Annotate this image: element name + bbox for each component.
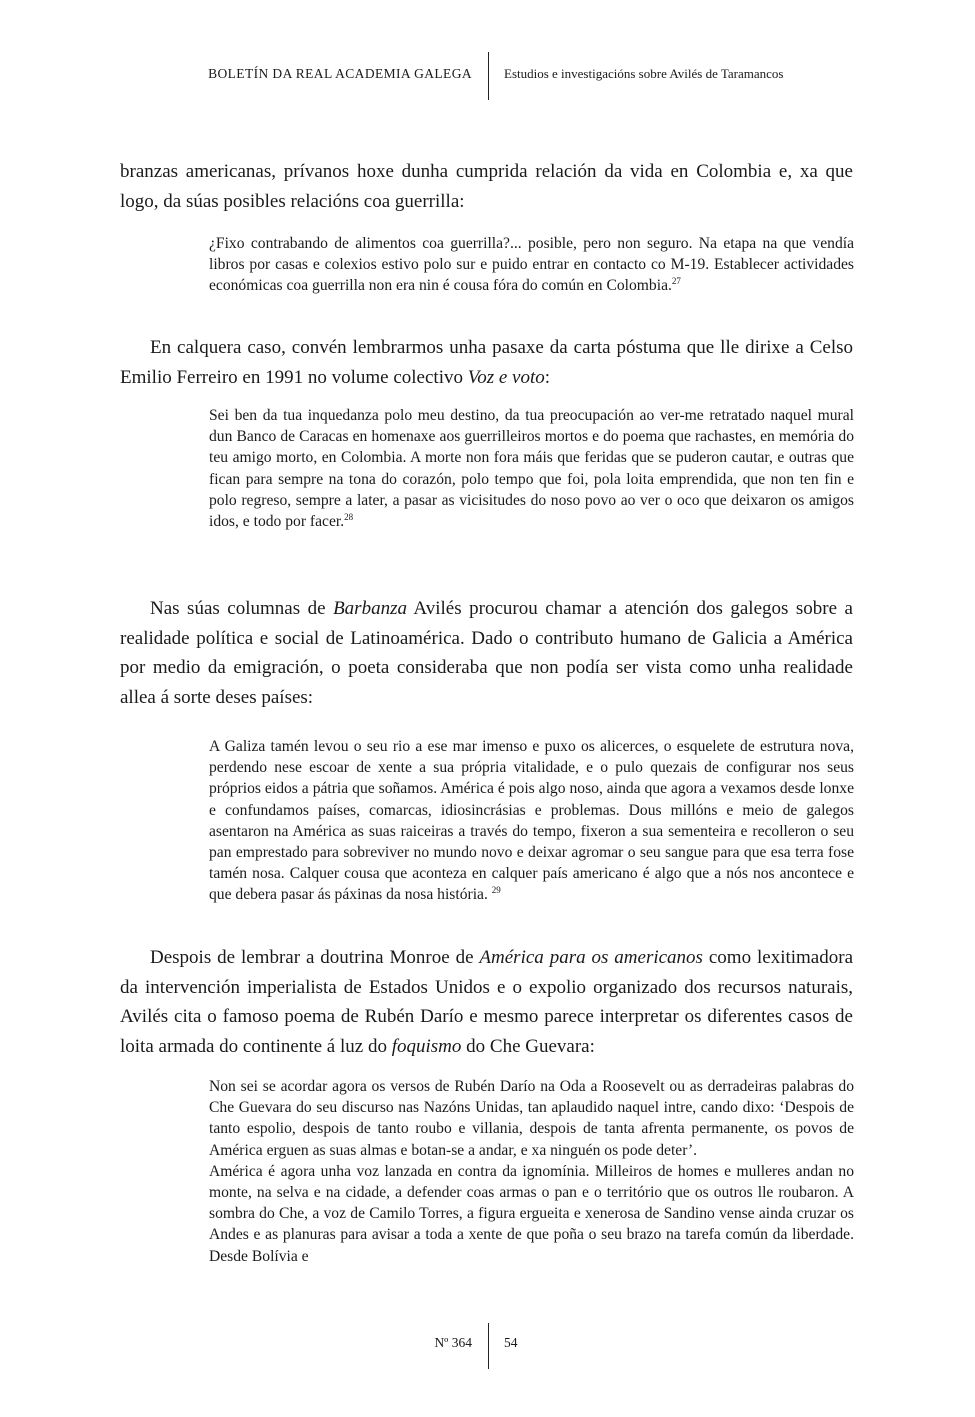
section-title: Estudios e investigacións sobre Avilés de Taramancos bbox=[504, 66, 784, 81]
block-quote-1-text: ¿Fixo contrabando de alimentos coa guerrilla?... posible, pero non seguro. Na etapa na que vendía libros por casas e colexios estivo polo sur e puido entrar en contacto co M-19. Establecer actividades económicas coa guerrilla non era nin é cousa fóra do común en Colombia. bbox=[209, 235, 854, 295]
book-title-voz-e-voto: Voz e voto bbox=[467, 366, 545, 388]
journal-title: BOLETÍN DA REAL ACADEMIA GALEGA bbox=[208, 66, 472, 81]
paragraph-4-text: Despois de lembrar a doutrina Monroe de bbox=[150, 947, 480, 968]
page-header bbox=[0, 52, 975, 100]
footnote-ref-27[interactable]: 27 bbox=[671, 276, 681, 287]
issue-number: Nº 364 bbox=[434, 1335, 472, 1350]
block-quote-3-text: A Galiza tamén levou o seu rio a ese mar imenso e puxo os alicerces, o esquelete de estrutura nova, perdendo nese escoar de xente a sua própria vitalidade, e o pulo quezais de configurar nos seus próprios eidos a pátria que soñamos. América é pois algo noso, ainda que agora a vexamos desde lonxe e confundamos países, comarcas, idiosincrásias e problemas. Dous millóns e meio de galegos asentaron na América as suas raiceiras a través do tempo, fixeron a sua sementeira e recolleron o seu pan emprestado para sobreviver no mundo novo e deixar agromar o seu sangue para que esa terra fose tamén nosa. Calquer cousa que aconteza en calquer país americano é algo que a nós nos ancontece e que debera pasar ás páxinas da nosa história. bbox=[209, 738, 854, 904]
block-quote-4-text-1: Non sei se acordar agora os versos de Rubén Darío na Oda a Roosevelt ou as derradeiras palabras do Che Guevara do seu discurso nas Nazóns Unidas, tan aplaudido naquel intre, cando dixo: ‘Despois de tanto espolio, despois de tanto roubo e villania, despois de tanta afrenta permanente, os povos de América erguen as suas almas e botan-se a andar, e xa ninguén os pode deter’. bbox=[209, 1078, 854, 1159]
footnote-ref-28[interactable]: 28 bbox=[344, 511, 354, 522]
doctrine-title: América para os americanos bbox=[479, 947, 703, 968]
page-number: 54 bbox=[504, 1335, 518, 1350]
block-quote-2-text: Sei ben da tua inquedanza polo meu destino, da tua preocupación ao ver-me retratado naquel mural dun Banco de Caracas en homenaxe aos guerrilleiros mortos e do poema que rachastes, en memória do teu amigo morto, en Colombia. A morte non fora máis que feridas que se puderon cautar, e outras que fican para sempre na tona do corazón, polo tempo que foi, pola loita emprendida, que non ten fin e polo regreso, sempre a later, a pasar as vicisitudes do noso povo ao ver o oco que deixaron os amigos idos, e todo por facer. bbox=[209, 407, 854, 531]
newspaper-title-barbanza: Barbanza bbox=[333, 598, 407, 619]
block-quote-4 bbox=[209, 1076, 854, 1267]
paragraph-3-text: Nas súas columnas de bbox=[150, 598, 334, 619]
header-divider bbox=[488, 52, 489, 100]
paragraph-3 bbox=[120, 594, 853, 712]
paragraph-2-text: En calquera caso, convén lembrarmos unha pasaxe da carta póstuma que lle dirixe a Celso Emilio Ferreiro en 1991 no volume colectivo bbox=[120, 337, 853, 388]
paragraph-2-tail: : bbox=[544, 366, 551, 388]
block-quote-2 bbox=[209, 405, 854, 532]
paragraph-4-middle: como lexitimadora da intervención imperialista de Estados Unidos e o expolio organizado dos recursos naturais, Avilés cita o famoso poema de Rubén Darío e mesmo parece interpretar os diferentes casos de loita armada do continente á luz do bbox=[120, 947, 853, 1057]
footer-divider bbox=[488, 1323, 489, 1369]
paragraph-4 bbox=[120, 943, 853, 1061]
term-foquismo: foquismo bbox=[391, 1035, 462, 1057]
paragraph-3-tail: Avilés procurou chamar a atención dos galegos sobre a realidade política e social de Latinoamérica. Dado o contributo humano de Galicia a América por medio da emigración, o poeta consideraba que non podía ser vista como unha realidade allea á sorte deses países: bbox=[120, 598, 853, 708]
paragraph-1 bbox=[120, 157, 853, 216]
paragraph-1-text: branzas americanas, prívanos hoxe dunha cumprida relación da vida en Colombia e, xa que logo, da súas posibles relacións coa guerrilla: bbox=[120, 161, 853, 212]
block-quote-1 bbox=[209, 233, 854, 297]
page-footer bbox=[0, 1323, 975, 1369]
paragraph-4-tail: do Che Guevara: bbox=[461, 1035, 595, 1057]
block-quote-3 bbox=[209, 736, 854, 906]
paragraph-2 bbox=[120, 333, 853, 392]
footnote-ref-29[interactable]: 29 bbox=[491, 885, 501, 896]
block-quote-4-text-2: América é agora unha voz lanzada en contra da ignomínia. Milleiros de homes e mulleres andan no monte, na selva e na cidade, a defender coas armas o pan e o território que os outros lle roubaron. A sombra do Che, a voz de Camilo Torres, a figura ergueita e xenerosa de Sandino vense ainda cruzar os Andes e as planuras para avisar a toda a xente de que poña o seu brazo na tarefa común da liberdade. Desde Bolívia e bbox=[209, 1162, 854, 1265]
